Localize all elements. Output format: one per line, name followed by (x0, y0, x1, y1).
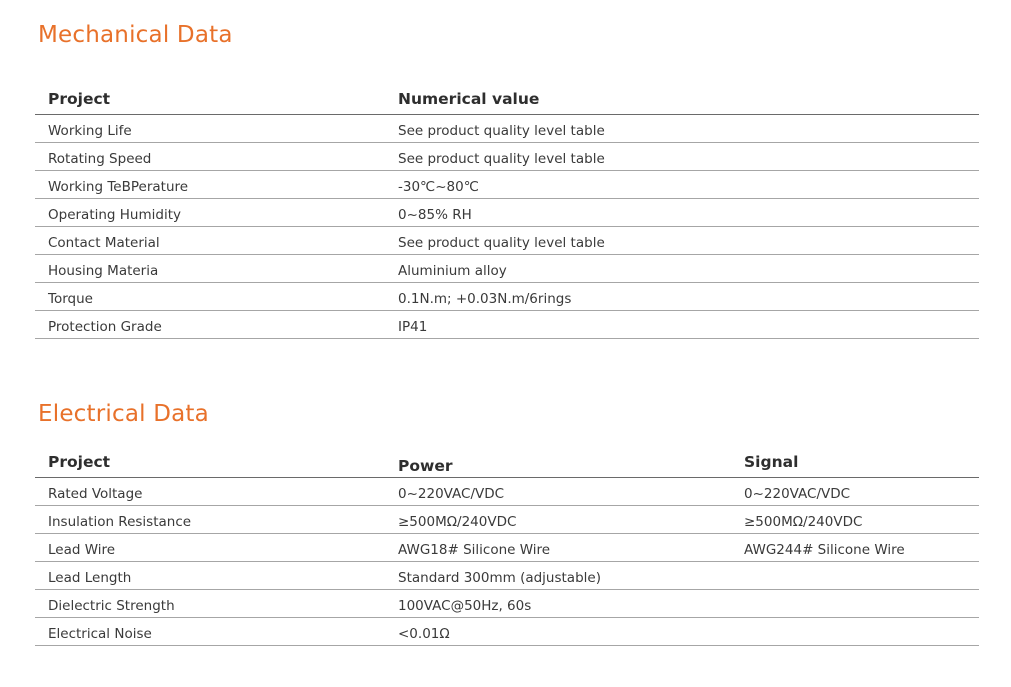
row-value: 0~85% RH (398, 207, 472, 223)
table-row (35, 199, 979, 227)
row-label: Working Life (48, 123, 132, 139)
row-label: Lead Wire (48, 542, 116, 558)
row-value: See product quality level table (398, 123, 605, 139)
table-header (35, 80, 979, 115)
table-row (35, 283, 979, 311)
row-power-value: AWG18# Silicone Wire (398, 542, 551, 558)
table-row (35, 311, 979, 339)
row-label: Electrical Noise (48, 626, 152, 642)
header-signal: Signal (744, 453, 799, 471)
table-row (35, 590, 979, 618)
header-project: Project (48, 453, 111, 471)
row-label: Housing Materia (48, 263, 159, 279)
row-value: Aluminium alloy (398, 263, 507, 279)
row-power-value: <0.01Ω (398, 626, 450, 642)
mechanical-data-title: Mechanical Data (38, 22, 233, 48)
table-row (35, 478, 979, 506)
table-row (35, 227, 979, 255)
row-value: 0.1N.m; +0.03N.m/6rings (398, 291, 572, 307)
table-row (35, 115, 979, 143)
table-header (35, 444, 979, 478)
row-label: Protection Grade (48, 319, 162, 335)
row-label: Working TeBPerature (48, 179, 189, 195)
row-signal-value: AWG244# Silicone Wire (744, 542, 905, 558)
row-value: See product quality level table (398, 235, 605, 251)
row-label: Operating Humidity (48, 207, 181, 223)
row-power-value: ≥500MΩ/240VDC (398, 514, 517, 530)
row-value: IP41 (398, 319, 428, 335)
table-row (35, 255, 979, 283)
electrical-data-title: Electrical Data (38, 401, 209, 427)
row-label: Contact Material (48, 235, 160, 251)
row-power-value: Standard 300mm (adjustable) (398, 570, 601, 586)
table-row (35, 534, 979, 562)
row-signal-value: ≥500MΩ/240VDC (744, 514, 863, 530)
row-value: -30℃~80℃ (398, 179, 479, 195)
electrical-data-table (35, 444, 979, 646)
row-signal-value: 0~220VAC/VDC (744, 486, 851, 502)
header-power: Power (398, 457, 453, 475)
row-value: See product quality level table (398, 151, 605, 167)
header-project: Project (48, 90, 111, 108)
row-label: Rated Voltage (48, 486, 143, 502)
row-label: Torque (48, 291, 93, 307)
table-row (35, 143, 979, 171)
header-numerical-value: Numerical value (398, 90, 540, 108)
table-row (35, 171, 979, 199)
row-power-value: 100VAC@50Hz, 60s (398, 598, 532, 614)
row-power-value: 0~220VAC/VDC (398, 486, 505, 502)
row-label: Insulation Resistance (48, 514, 192, 530)
table-row (35, 618, 979, 646)
table-row (35, 562, 979, 590)
row-label: Rotating Speed (48, 151, 152, 167)
row-label: Dielectric Strength (48, 598, 175, 614)
row-label: Lead Length (48, 570, 132, 586)
mechanical-data-table (35, 80, 979, 339)
table-row (35, 506, 979, 534)
